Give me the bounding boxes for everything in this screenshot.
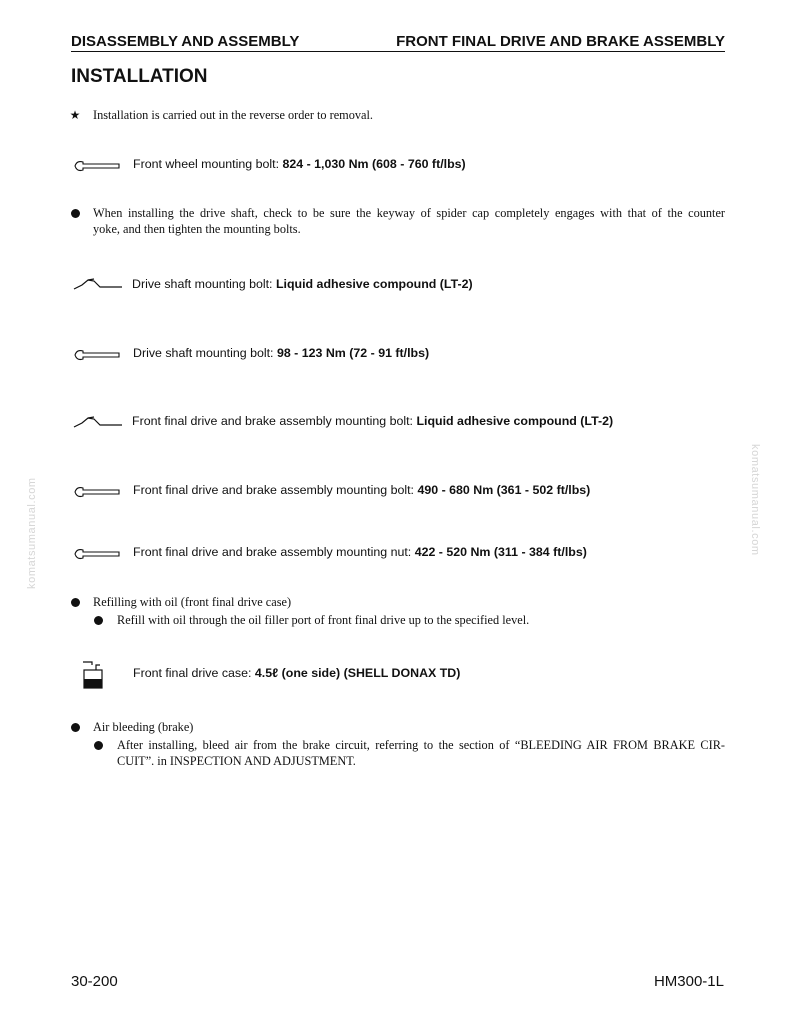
bleed-title: Air bleeding (brake): [93, 720, 194, 734]
watermark-right: komatsumanual.com: [749, 444, 761, 556]
refill-instruction: Refill with oil through the oil filler port of front final drive up to the specified level.: [117, 613, 530, 627]
drive-shaft-note: [93, 205, 725, 237]
star-icon: ★: [69, 108, 81, 122]
model-number: HM300-1L: [653, 973, 724, 990]
drive-shaft-note-line1: When installing the drive shaft, check to be sure the keyway of spider cap completely engages with that of the counter: [93, 206, 725, 220]
spec-value: Liquid adhesive compound (LT-2): [416, 414, 614, 428]
header-section-title: DISASSEMBLY AND ASSEMBLY: [71, 33, 300, 50]
watermark-left: komatsumanual.com: [26, 477, 38, 589]
bleed-instruction-line2: CUIT”. in INSPECTION AND ADJUSTMENT.: [117, 754, 356, 768]
spec-drive-shaft-torque: [133, 346, 429, 360]
page-number: 30-200: [71, 973, 118, 990]
spec-label: Front final drive case:: [133, 666, 255, 680]
torque-wrench-icon: [73, 158, 123, 174]
page-title: INSTALLATION: [71, 66, 208, 87]
page-header: [71, 33, 725, 52]
bullet-dot-icon: [71, 598, 80, 607]
torque-wrench-icon: [73, 347, 123, 363]
star-note: Installation is carried out in the reverse order to removal.: [93, 108, 373, 122]
spec-final-drive-bolt-torque: [133, 483, 590, 497]
spec-final-drive-nut-torque: [133, 545, 587, 559]
torque-wrench-icon: [73, 546, 123, 562]
spec-value: Liquid adhesive compound (LT-2): [275, 277, 473, 291]
spec-front-wheel-bolt: [133, 157, 466, 171]
spec-label: Front wheel mounting bolt:: [133, 157, 283, 171]
spec-label: Drive shaft mounting bolt:: [132, 277, 276, 291]
bleed-instruction-line1: After installing, bleed air from the brake circuit, referring to the section of “BLEEDING AIR FROM BRAKE CIR-: [117, 738, 725, 752]
spec-value: 490 - 680 Nm (361 - 502 ft/lbs): [417, 483, 591, 497]
bullet-dot-icon: [71, 209, 80, 218]
header-topic-title: FRONT FINAL DRIVE AND BRAKE ASSEMBLY: [396, 33, 725, 50]
spec-value: 824 - 1,030 Nm (608 - 760 ft/lbs): [282, 157, 466, 171]
oil-can-icon: [80, 660, 106, 690]
spec-value: 98 - 123 Nm (72 - 91 ft/lbs): [276, 346, 430, 360]
bullet-dot-icon: [94, 741, 103, 750]
bullet-dot-icon: [71, 723, 80, 732]
drive-shaft-note-line2: yoke, and then tighten the mounting bolts.: [93, 222, 301, 236]
bleed-instruction: [117, 737, 725, 769]
spec-final-drive-adhesive: [132, 414, 613, 428]
refill-title: Refilling with oil (front final drive case): [93, 595, 292, 609]
spec-value: 4.5ℓ (one side) (SHELL DONAX TD): [254, 666, 461, 680]
torque-wrench-icon: [73, 484, 123, 500]
spec-drive-shaft-adhesive: [132, 277, 473, 291]
spec-value: 422 - 520 Nm (311 - 384 ft/lbs): [414, 545, 587, 559]
adhesive-icon: [72, 414, 124, 430]
spec-oil-capacity: [133, 666, 460, 680]
adhesive-icon: [72, 276, 124, 292]
spec-label: Front final drive and brake assembly mounting bolt:: [133, 483, 418, 497]
spec-label: Front final drive and brake assembly mounting nut:: [133, 545, 415, 559]
spec-label: Drive shaft mounting bolt:: [133, 346, 277, 360]
spec-label: Front final drive and brake assembly mounting bolt:: [132, 414, 417, 428]
bullet-dot-icon: [94, 616, 103, 625]
